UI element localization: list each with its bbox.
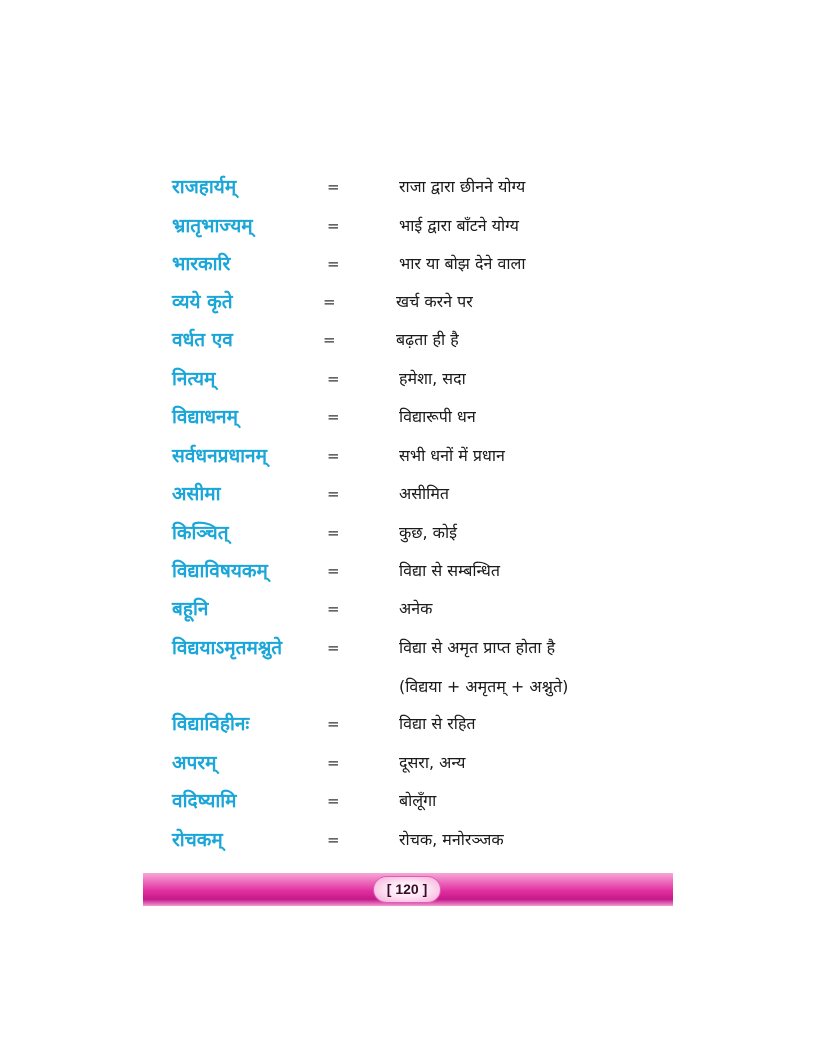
equals-sign: = xyxy=(327,524,340,542)
sanskrit-term: नित्यम् xyxy=(172,368,216,390)
glossary-row xyxy=(0,209,816,243)
equals-sign: = xyxy=(323,331,336,349)
glossary-row xyxy=(0,247,816,281)
glossary-row xyxy=(0,362,816,396)
glossary-row xyxy=(0,516,816,550)
hindi-meaning: विद्या से रहित xyxy=(399,714,476,733)
sanskrit-term: वदिष्यामि xyxy=(172,790,237,812)
glossary-row xyxy=(0,439,816,473)
equals-sign: = xyxy=(327,485,340,503)
glossary-row xyxy=(0,592,816,626)
sanskrit-term: विद्याविहीनः xyxy=(172,713,250,735)
equals-sign: = xyxy=(327,408,340,426)
sanskrit-term: किञ्चित् xyxy=(172,522,229,544)
glossary-row xyxy=(0,746,816,780)
glossary-row xyxy=(0,554,816,588)
page-number-badge xyxy=(373,876,441,903)
hindi-meaning: हमेशा, सदा xyxy=(399,369,466,388)
glossary-row xyxy=(0,285,816,319)
sanskrit-term: भारकारि xyxy=(172,253,231,275)
equals-sign: = xyxy=(327,792,340,810)
equals-sign: = xyxy=(327,255,340,273)
hindi-meaning: विद्या से सम्बन्धित xyxy=(399,561,500,580)
glossary-row xyxy=(0,631,816,665)
hindi-meaning: कुछ, कोई xyxy=(399,523,457,542)
hindi-meaning: भार या बोझ देने वाला xyxy=(399,254,526,273)
equals-sign: = xyxy=(327,639,340,657)
equals-sign: = xyxy=(327,217,340,235)
sanskrit-term: विद्याधनम् xyxy=(172,406,238,428)
sandhi-breakdown: (विद्यया + अमृतम् + अश्नुते) xyxy=(399,677,569,696)
glossary-row xyxy=(0,477,816,511)
glossary-row xyxy=(0,823,816,857)
sanskrit-term: राजहार्यम् xyxy=(172,176,237,198)
hindi-meaning: भाई द्वारा बाँटने योग्य xyxy=(399,216,519,235)
hindi-meaning: राजा द्वारा छीनने योग्य xyxy=(399,177,526,196)
sanskrit-term: व्यये कृते xyxy=(172,291,233,313)
glossary-row xyxy=(0,784,816,818)
glossary-row xyxy=(0,670,816,704)
sanskrit-term: बहूनि xyxy=(172,598,209,620)
hindi-meaning: विद्यारूपी धन xyxy=(399,407,476,426)
equals-sign: = xyxy=(327,831,340,849)
equals-sign: = xyxy=(323,293,336,311)
equals-sign: = xyxy=(327,447,340,465)
hindi-meaning: बोलूँगा xyxy=(399,791,437,810)
sanskrit-term: सर्वधनप्रधानम् xyxy=(172,445,267,467)
glossary-row xyxy=(0,170,816,204)
glossary-row xyxy=(0,707,816,741)
glossary-row xyxy=(0,323,816,357)
hindi-meaning: अनेक xyxy=(399,599,433,618)
sanskrit-term: वर्धत एव xyxy=(172,329,233,351)
sanskrit-term: अपरम् xyxy=(172,752,217,774)
sanskrit-term: भ्रातृभाज्यम् xyxy=(172,215,253,237)
equals-sign: = xyxy=(327,370,340,388)
hindi-meaning: रोचक, मनोरञ्जक xyxy=(399,830,504,849)
glossary-row xyxy=(0,400,816,434)
equals-sign: = xyxy=(327,562,340,580)
equals-sign: = xyxy=(327,600,340,618)
sanskrit-term: विद्ययाऽमृतमश्नुते xyxy=(172,637,283,659)
equals-sign: = xyxy=(327,178,340,196)
sanskrit-term: विद्याविषयकम् xyxy=(172,560,268,582)
hindi-meaning: सभी धनों में प्रधान xyxy=(399,446,505,465)
sanskrit-term: असीमा xyxy=(172,483,221,505)
hindi-meaning: खर्च करने पर xyxy=(396,292,473,311)
hindi-meaning: असीमित xyxy=(399,484,450,503)
page-number: [ 120 ] xyxy=(386,881,428,897)
hindi-meaning: विद्या से अमृत प्राप्त होता है xyxy=(399,638,556,657)
hindi-meaning: दूसरा, अन्य xyxy=(399,753,466,772)
hindi-meaning: बढ़ता ही है xyxy=(396,330,459,349)
equals-sign: = xyxy=(327,715,340,733)
equals-sign: = xyxy=(327,754,340,772)
sanskrit-term: रोचकम् xyxy=(172,829,223,851)
